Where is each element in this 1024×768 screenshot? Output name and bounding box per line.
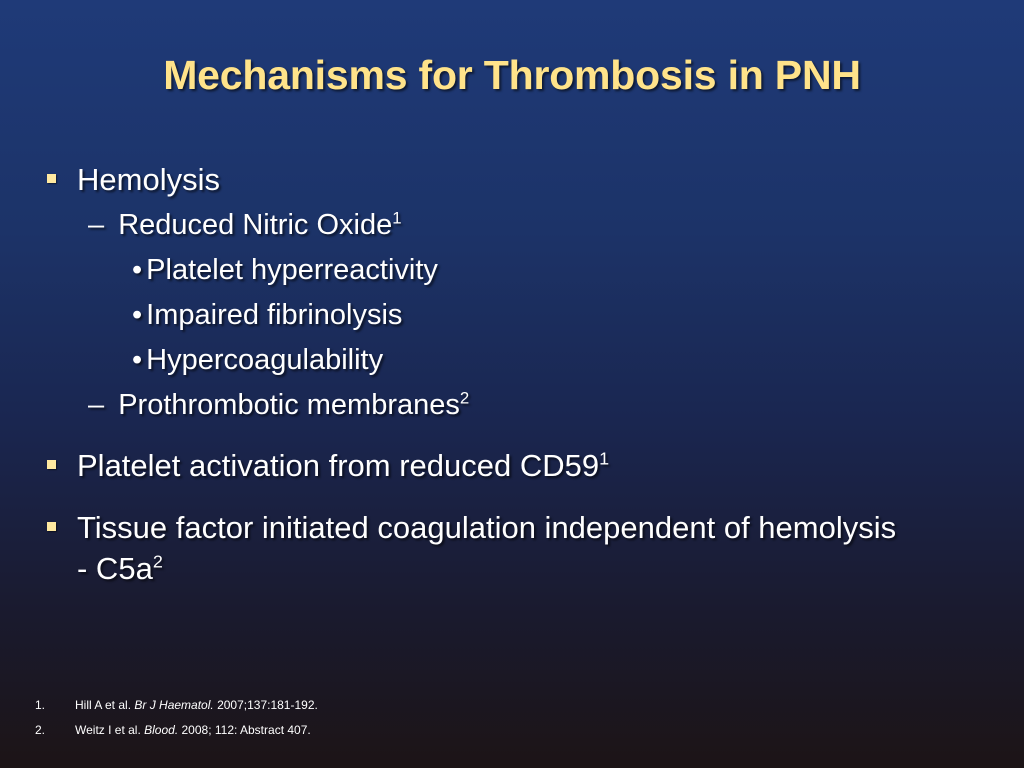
dot-bullet-icon: • [132, 299, 143, 331]
bullet-tissue-factor-line2 [77, 551, 163, 587]
bullet-hypercoagulability [132, 343, 383, 377]
footnote-1 [35, 698, 435, 712]
square-bullet-icon [47, 460, 56, 469]
footnote-journal: Br J Haematol. [134, 698, 214, 712]
footnote-number: 1. [35, 698, 46, 712]
bullet-text: Platelet hyperreactivity [146, 254, 438, 286]
square-bullet-icon [47, 522, 56, 531]
bullet-text: Prothrombotic membranes [118, 389, 460, 421]
bullet-prothrombotic-membranes [88, 388, 469, 422]
bullet-tissue-factor-line1 [77, 510, 896, 546]
bullet-text: Platelet activation from reduced CD59 [77, 448, 600, 483]
footnote-details: 2007;137:181-192. [213, 698, 318, 712]
dash-icon: – [88, 389, 105, 421]
dot-bullet-icon: • [132, 254, 143, 286]
footnote-details: 2008; 112: Abstract 407. [178, 723, 311, 737]
citation-sup: 2 [152, 551, 163, 572]
footnote-text [75, 698, 318, 712]
dot-bullet-icon: • [132, 344, 143, 376]
bullet-text: Tissue factor initiated coagulation independent of hemolysis [77, 510, 897, 545]
bullet-text: - C5a [77, 551, 153, 586]
footnote-authors: Weitz I et al. [75, 723, 145, 737]
citation-sup: 1 [392, 208, 402, 228]
bullet-reduced-nitric-oxide [88, 208, 402, 242]
citation-sup: 1 [599, 448, 610, 469]
citation-sup: 2 [459, 388, 470, 408]
footnote-authors: Hill A et al. [75, 698, 135, 712]
footnote-number: 2. [35, 723, 46, 737]
bullet-impaired-fibrinolysis [132, 298, 402, 332]
bullet-platelet-activation [77, 448, 609, 484]
bullet-text: Hypercoagulability [146, 344, 384, 376]
bullet-text: Reduced Nitric Oxide [118, 209, 393, 241]
bullet-text: Hemolysis [77, 162, 220, 197]
slide-title: Mechanisms for Thrombosis in PNH [163, 52, 861, 98]
bullet-hemolysis [77, 162, 220, 198]
square-bullet-icon [47, 174, 56, 183]
bullet-text: Impaired fibrinolysis [146, 299, 403, 331]
footnote-journal: Blood. [144, 723, 179, 737]
footnote-text [75, 723, 311, 737]
footnote-2 [35, 723, 435, 737]
dash-icon: – [88, 209, 105, 241]
bullet-platelet-hyperreactivity [132, 253, 438, 287]
